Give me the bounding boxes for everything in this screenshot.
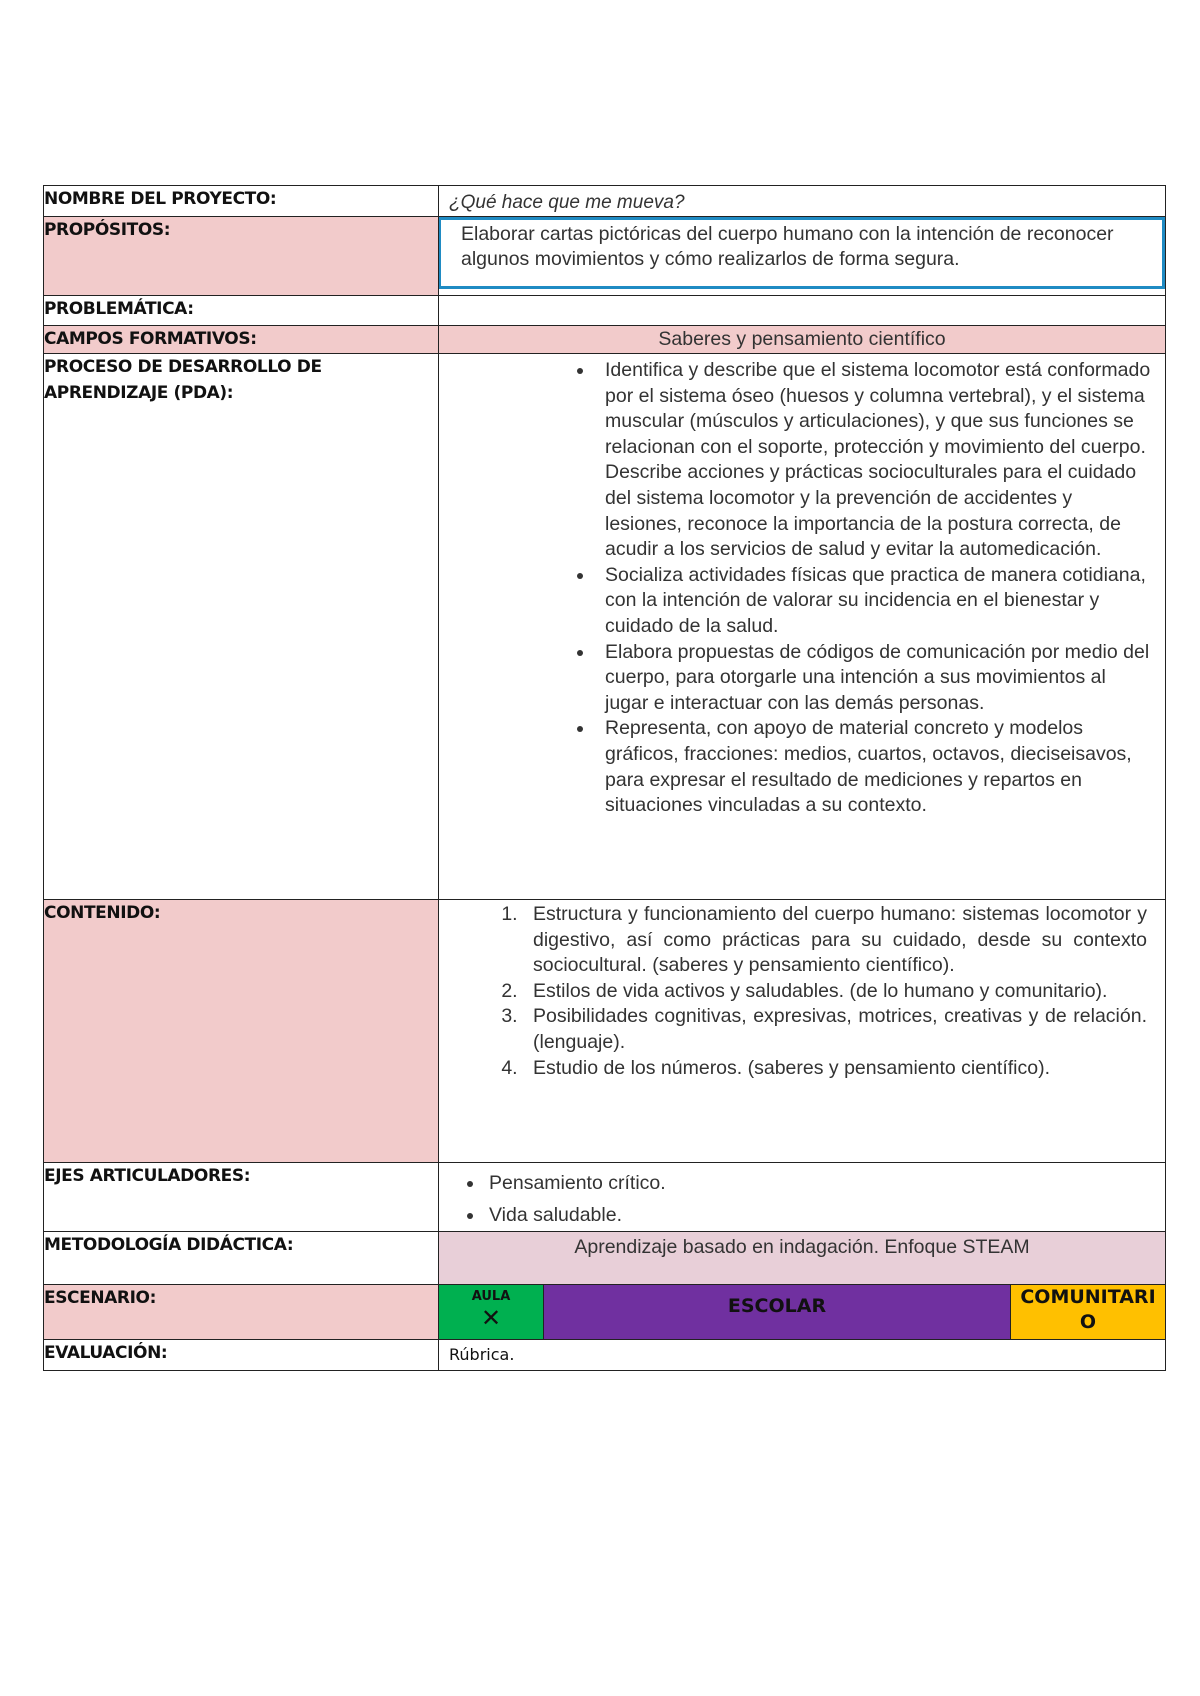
label-methodology: METODOLOGÍA DIDÁCTICA: bbox=[44, 1232, 439, 1285]
formative-fields-value: Saberes y pensamiento científico bbox=[439, 326, 1166, 354]
row-methodology bbox=[44, 1232, 1166, 1285]
problem-value bbox=[439, 296, 1166, 326]
row-purposes bbox=[44, 217, 1166, 296]
row-axes bbox=[44, 1163, 1166, 1232]
methodology-value: Aprendizaje basado en indagación. Enfoque STEAM bbox=[574, 1236, 1030, 1258]
label-purposes: PROPÓSITOS: bbox=[44, 217, 439, 296]
cell-scenario bbox=[439, 1285, 1166, 1340]
evaluation-value: Rúbrica. bbox=[449, 1345, 515, 1364]
row-problem bbox=[44, 296, 1166, 326]
label-content: CONTENIDO: bbox=[44, 900, 439, 1163]
cell-project-name bbox=[439, 186, 1166, 217]
content-item: 1. Estructura y funcionamiento del cuerpo humano: sistemas locomotor y digestivo, así como prácticas para su cuidado, desde su contexto sociocultural. (saberes y pensamiento científico). bbox=[523, 902, 1147, 979]
content-item: 2. Estilos de vida activos y saludables. (de lo humano y comunitario). bbox=[523, 979, 1147, 1005]
row-project-name bbox=[44, 186, 1166, 217]
content-item: 4. Estudio de los números. (saberes y pensamiento científico). bbox=[523, 1056, 1147, 1082]
scenario-comunitario-line2: O bbox=[1079, 1311, 1097, 1333]
row-pda bbox=[44, 354, 1166, 900]
scenario-aula[interactable] bbox=[439, 1285, 544, 1339]
label-problem: PROBLEMÁTICA: bbox=[44, 296, 439, 326]
label-pda: PROCESO DE DESARROLLO DE APRENDIZAJE (PDA): bbox=[44, 354, 439, 900]
cell-purposes bbox=[439, 217, 1166, 296]
axes-item: • Pensamiento crítico. bbox=[485, 1167, 1165, 1199]
content-list bbox=[439, 902, 1147, 1081]
cell-content bbox=[439, 900, 1166, 1163]
selected-x-icon: ✕ bbox=[480, 1304, 502, 1332]
content-item: 3. Posibilidades cognitivas, expresivas, motrices, creativas y de relación. (lenguaje). bbox=[523, 1004, 1147, 1055]
axes-list bbox=[439, 1167, 1165, 1231]
project-plan-table bbox=[43, 185, 1166, 1371]
pda-item: • Elabora propuestas de códigos de comunicación por medio del cuerpo, para otorgarle una intención a sus movimientos al jugar e interactuar con las demás personas. bbox=[595, 640, 1153, 717]
row-evaluation bbox=[44, 1340, 1166, 1371]
row-content bbox=[44, 900, 1166, 1163]
label-scenario: ESCENARIO: bbox=[44, 1285, 439, 1340]
row-formative-fields bbox=[44, 326, 1166, 354]
scenario-aula-label: AULA bbox=[471, 1289, 511, 1304]
cell-axes bbox=[439, 1163, 1166, 1232]
pda-list bbox=[439, 358, 1153, 819]
scenario-options bbox=[439, 1285, 1165, 1339]
label-axes: EJES ARTICULADORES: bbox=[44, 1163, 439, 1232]
pda-item: • Representa, con apoyo de material concreto y modelos gráficos, fracciones: medios, cuartos, octavos, dieciseisavos, para expresar el resultado de mediciones y repartos en situaciones vinculadas a su contexto. bbox=[595, 716, 1153, 818]
row-scenario bbox=[44, 1285, 1166, 1340]
pda-item: • Socializa actividades físicas que practica de manera cotidiana, con la intención de valorar su incidencia en el bienestar y cuidado de la salud. bbox=[595, 563, 1153, 640]
axes-item: • Vida saludable. bbox=[485, 1199, 1165, 1231]
cell-evaluation bbox=[439, 1340, 1166, 1371]
pda-item: • Identifica y describe que el sistema locomotor está conformado por el sistema óseo (huesos y columna vertebral), y el sistema muscular (músculos y articulaciones), y que sus funciones se relacionan con el soporte, protección y movimiento del cuerpo. Describe acciones y prácticas socioculturales para el cuidado del sistema locomotor y la prevención de accidentes y lesiones, reconoce la importancia de la postura correcta, de acudir a los servicios de salud y evitar la automedicación. bbox=[595, 358, 1153, 563]
scenario-escolar[interactable]: ESCOLAR bbox=[544, 1285, 1011, 1339]
label-project-name: NOMBRE DEL PROYECTO: bbox=[44, 186, 439, 217]
label-evaluation: EVALUACIÓN: bbox=[44, 1340, 439, 1371]
purposes-value[interactable]: Elaborar cartas pictóricas del cuerpo humano con la intención de reconocer algunos movimientos y cómo realizarlos de forma segura. bbox=[438, 217, 1165, 289]
cell-methodology bbox=[439, 1232, 1166, 1285]
scenario-comunitario[interactable] bbox=[1011, 1285, 1165, 1339]
label-formative-fields: CAMPOS FORMATIVOS: bbox=[44, 326, 439, 354]
project-name-value: ¿Qué hace que me mueva? bbox=[449, 192, 685, 213]
cell-pda bbox=[439, 354, 1166, 900]
scenario-comunitario-line1: COMUNITARI bbox=[1020, 1286, 1156, 1308]
